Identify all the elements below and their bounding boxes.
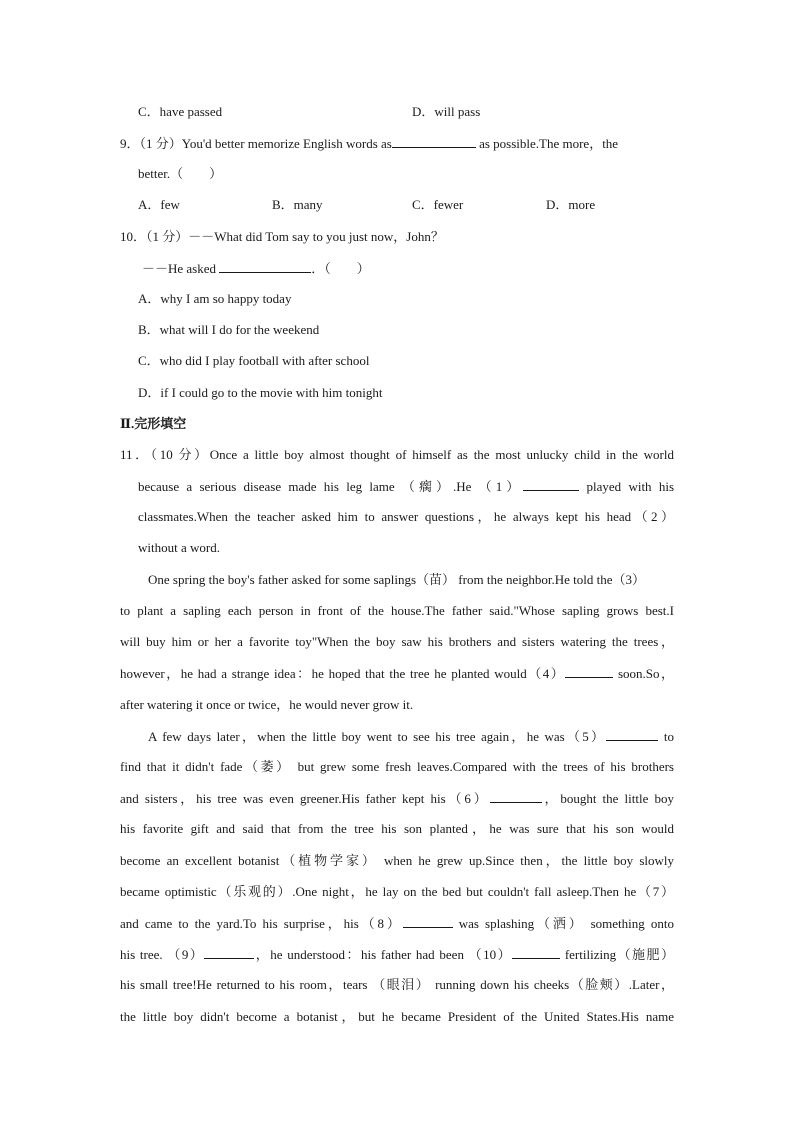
q8-option-d: D．will pass (412, 104, 481, 119)
q9-blank (392, 134, 476, 148)
q11-blank-9 (204, 945, 254, 959)
q9-option-a: A．few (138, 197, 180, 212)
q11-text: however，he had a strange idea：he hoped that the tree he planted would（4） (120, 666, 566, 681)
q11-para3-line-3 (120, 789, 674, 808)
q11-para3-line-5: become an excellent botanist（植物学家） when he grew up.Since then，the little boy slowly (120, 853, 674, 868)
q10-text-b: ．（ ） (311, 261, 370, 276)
q11-para3-line-7 (120, 914, 674, 933)
q11-text: A few days later，when the little boy went to see his tree again，he was（5） (148, 729, 607, 744)
q11-text: ，bought the little boy (541, 791, 674, 806)
q11-blank-1 (523, 477, 579, 491)
q11-text: his tree. （9） (120, 947, 205, 962)
q11-blank-5 (606, 727, 658, 741)
q11-blank-8 (403, 914, 453, 928)
q11-text: and came to the yard.To his surprise，his（8） (120, 916, 403, 931)
q10-option-d: D．if I could go to the movie with him tonight (138, 385, 383, 400)
q10-question-cont (142, 259, 370, 278)
q11-text: to (658, 729, 674, 744)
q11-para2-line-2: to plant a sapling each person in front of the house.The father said."Whose sapling grows best.I (120, 603, 674, 618)
q9-option-b: B．many (272, 197, 323, 212)
q11-para2-line-1: One spring the boy's father asked for some saplings（苗） from the neighbor.He told the（3） (148, 572, 645, 587)
q8-option-c: C．have passed (138, 104, 223, 119)
q11-para3-line-6: became optimistic（乐观的）.One night，he lay on the bed but couldn't fall asleep.Then he（7） (120, 884, 674, 899)
q11-para2-line-4 (120, 664, 674, 683)
q11-para3-line-1 (148, 727, 674, 746)
q9-text-a: 9．（1 分）You'd better memorize English words as (120, 136, 392, 151)
q10-option-a: A．why I am so happy today (138, 291, 292, 306)
q11-blank-10 (512, 945, 560, 959)
q10-option-c: C．who did I play football with after school (138, 353, 370, 368)
q9-option-c: C．fewer (412, 197, 464, 212)
q11-para3-line-4: his favorite gift and said that from the tree his son planted，he was sure that his son would (120, 821, 674, 836)
q10-blank (219, 259, 311, 273)
q11-para3-line-2: find that it didn't fade（萎） but grew some fresh leaves.Compared with the trees of his brothers (120, 759, 674, 774)
q11-line-2 (138, 477, 674, 496)
q9-question (120, 134, 618, 153)
q11-para2-line-3: will buy him or her a favorite toy"When the boy saw his brothers and sisters watering the trees， (120, 634, 674, 649)
q11-para3-line-9: his small tree!He returned to his room，tears （眼泪） running down his cheeks（脸颊）.Later， (120, 977, 674, 992)
q11-para2-line-5: after watering it once or twice，he would never grow it. (120, 697, 414, 712)
q11-text: fertilizing（施肥） (560, 947, 674, 962)
q9-option-d: D．more (546, 197, 596, 212)
q9-question-cont: better.（ ） (138, 166, 223, 181)
q11-text: was splashing（洒） something onto (452, 916, 674, 931)
q11-text: ，he understood：his father had been （10） (254, 947, 513, 962)
q11-line-3: classmates.When the teacher asked him to answer questions，he always kept his head（2） (138, 509, 674, 524)
q11-para3-line-8 (120, 945, 674, 964)
q10-question: 10．（1 分）－－What did Tom say to you just now，John？ (120, 229, 444, 244)
q11-blank-4 (565, 664, 613, 678)
section-heading: Ⅱ.完形填空 (120, 416, 187, 431)
q11-line-1: 11．（10 分）Once a little boy almost thought of himself as the most unlucky child in the world (120, 447, 674, 462)
q11-text: played with his (579, 479, 675, 494)
q11-blank-6 (490, 789, 542, 803)
q11-para3-line-10: the little boy didn't become a botanist，but he became President of the United States.His name (120, 1009, 674, 1024)
q10-option-b: B．what will I do for the weekend (138, 322, 320, 337)
q11-text: and sisters，his tree was even greener.His father kept his（6） (120, 791, 490, 806)
q9-text-b: as possible.The more，the (475, 136, 619, 151)
q10-text-a: －－He asked (142, 261, 220, 276)
q11-text: soon.So， (613, 666, 674, 681)
q11-line-4: without a word. (138, 540, 220, 555)
q11-text: because a serious disease made his leg lame （瘸）.He （1） (138, 479, 524, 494)
